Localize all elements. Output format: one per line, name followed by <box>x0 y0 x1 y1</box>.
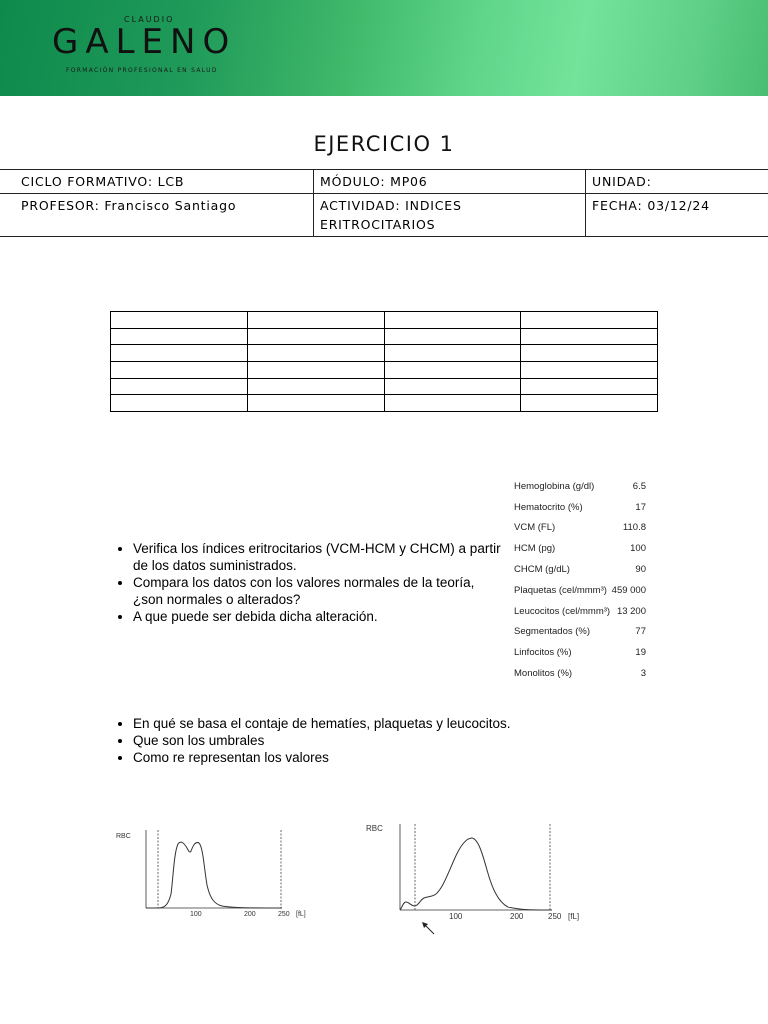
histogram-curve <box>400 838 552 910</box>
list-item: • Que son los umbrales <box>133 732 653 749</box>
table-row <box>111 395 658 412</box>
value-number: 110.8 <box>622 522 646 534</box>
value-label: Linfocitos (%) <box>514 647 572 659</box>
value-label: Plaquetas (cel/mmm³) <box>514 584 607 596</box>
value-number: 3 <box>640 668 646 680</box>
value-number: 17 <box>635 501 646 513</box>
table-row <box>514 538 664 559</box>
modulo-cell: MÓDULO: MP06 <box>314 170 586 194</box>
lab-values-table <box>514 476 664 684</box>
header-banner <box>0 0 768 96</box>
value-label: HCM (pg) <box>514 543 556 555</box>
histogram-ylabel: RBC <box>116 833 131 840</box>
value-number: 77 <box>635 626 646 638</box>
value-number: 459 000 <box>611 584 646 596</box>
value-number: 90 <box>635 564 646 576</box>
brand-logo: GALENO <box>52 22 237 62</box>
histogram-unit: [fL] <box>568 912 580 921</box>
table-row <box>514 580 664 601</box>
list-item: • Compara los datos con los valores normales de la teoría, ¿son normales o alterados? <box>133 574 508 608</box>
brand-top: CLAUDIO <box>124 15 175 24</box>
blank-answer-table <box>110 311 658 412</box>
table-row <box>514 518 664 539</box>
table-row <box>111 328 658 345</box>
rbc-histogram-2 <box>362 818 592 943</box>
table-row <box>514 497 664 518</box>
histogram-unit: [fL] <box>296 911 306 918</box>
profesor-cell: PROFESOR: Francisco Santiago <box>0 194 314 237</box>
table-row <box>514 622 664 643</box>
table-row <box>514 663 664 684</box>
list-item: • Como re representan los valores <box>133 749 653 766</box>
list-item: • En qué se basa el contaje de hematíes, plaquetas y leucocitos. <box>133 715 653 732</box>
value-label: CHCM (g/dL) <box>514 564 570 576</box>
tick-label-200: 200 <box>244 911 256 918</box>
value-number: 6.5 <box>632 480 646 492</box>
table-row <box>111 378 658 395</box>
table-row <box>111 312 658 329</box>
tick-label-250: 250 <box>278 911 290 918</box>
questions-list-1 <box>110 540 508 625</box>
rbc-histogram-1 <box>110 822 320 922</box>
table-row <box>111 345 658 362</box>
fecha-cell: FECHA: 03/12/24 <box>586 194 768 237</box>
tick-label-100: 100 <box>190 911 202 918</box>
brand-subtitle: FORMACIÓN PROFESIONAL EN SALUD <box>66 67 218 74</box>
value-label: Monolitos (%) <box>514 668 573 680</box>
table-row <box>514 642 664 663</box>
unidad-cell: UNIDAD: <box>586 170 768 194</box>
questions-list-2 <box>110 715 653 766</box>
list-item: • A que puede ser debida dicha alteración. <box>133 608 508 625</box>
tick-label-250: 250 <box>548 912 562 921</box>
table-row <box>111 361 658 378</box>
value-label: Hemoglobina (g/dl) <box>514 480 595 492</box>
value-number: 13 200 <box>616 605 646 617</box>
value-label: Segmentados (%) <box>514 626 591 638</box>
table-row <box>514 601 664 622</box>
actividad-cell: ACTIVIDAD: INDICES ERITROCITARIOS <box>314 194 586 237</box>
value-label: Hematocrito (%) <box>514 501 583 513</box>
ciclo-cell: CICLO FORMATIVO: LCB <box>0 170 314 194</box>
list-item: • Verifica los índices eritrocitarios (VCM-HCM y CHCM) a partir de los datos suministrados. <box>133 540 508 574</box>
value-number: 19 <box>635 647 646 659</box>
table-row <box>514 559 664 580</box>
page-title: EJERCICIO 1 <box>313 132 455 157</box>
tick-label-100: 100 <box>449 912 463 921</box>
value-number: 100 <box>630 543 646 555</box>
histogram-ylabel: RBC <box>366 824 383 833</box>
table-row <box>514 476 664 497</box>
value-label: Leucocitos (cel/mmm³) <box>514 605 611 617</box>
info-table <box>0 169 768 237</box>
histogram-curve <box>146 842 282 908</box>
tick-label-200: 200 <box>510 912 524 921</box>
value-label: VCM (FL) <box>514 522 556 534</box>
